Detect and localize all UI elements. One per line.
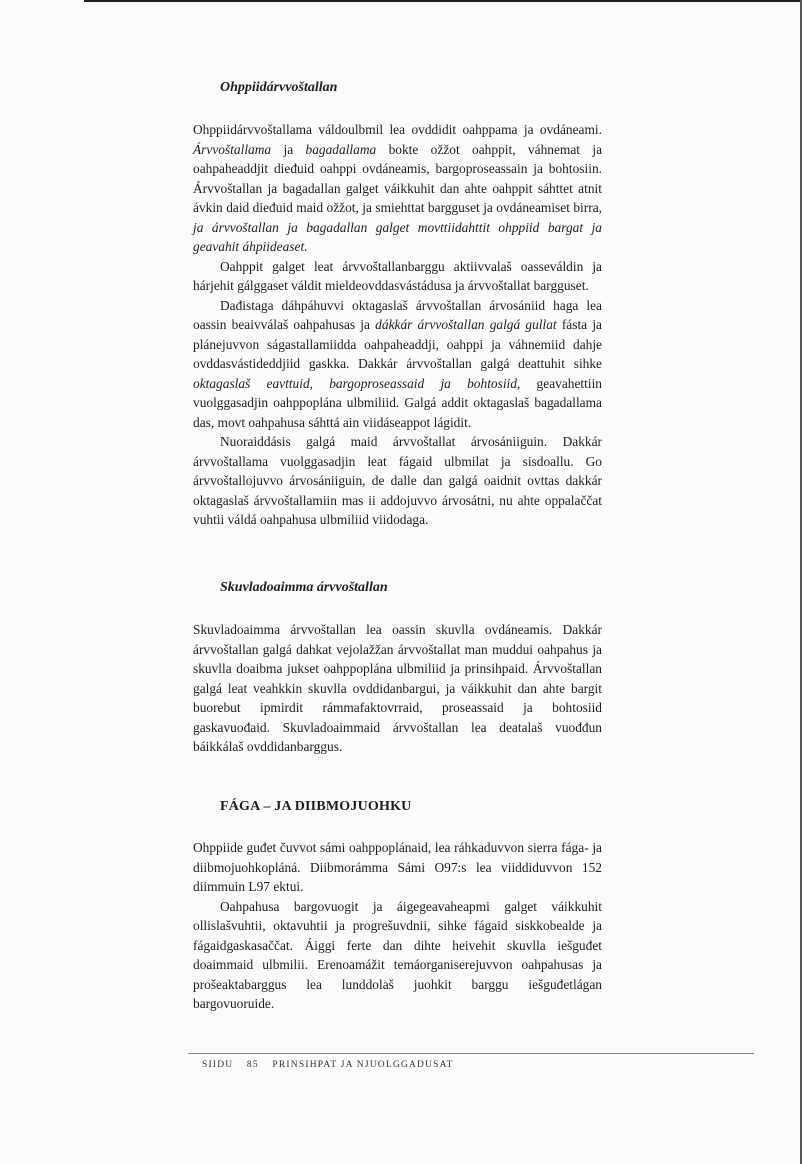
section-skuvladoaimma bbox=[193, 579, 602, 597]
footer-label: SIIDU bbox=[202, 1060, 234, 1070]
paragraph: Oahppit galget leat árvvoštallanbarggu aktiivvalaš oasseváldin ja hárjehit gálggaset váldit mieldeovddasvástádusa ja árvvoštallat bargguset. bbox=[193, 258, 602, 293]
footer-title: PRINSIHPAT JA NJUOLGGADUSAT bbox=[272, 1060, 454, 1070]
paragraph: Dađistaga dáhpáhuvvi oktagaslaš árvvoštallan árvosániid haga lea oassin beaivválaš oahpahusas ja dákkár árvvoštallan galgá gullat fásta ja plánejuvvon ságastallamiidda oahpaheaddji, oahppi ja váhnemiid dahje ovddasvástideddjiid gaskka. Dakkár árvvoštallan galgá deattuhit sihke oktagaslaš eavttuid, bargoproseassaid ja bohtosiid, geavahettiin vuolggasadjin oahppoplána ulbmiliid. Galgá addit oktagaslaš bagadallama das, movt oahpahusa sáhttá ain viidáseappot lágidit. bbox=[193, 297, 602, 430]
page-number: 85 bbox=[246, 1060, 259, 1070]
section-heading: FÁGA – JA DIIBMOJUOHKU bbox=[220, 799, 412, 814]
page-footer bbox=[202, 1060, 464, 1070]
footer-rule bbox=[188, 1053, 754, 1054]
section-heading: Skuvladoaimma árvvoštallan bbox=[220, 580, 388, 595]
section-faga-ja-diibmojuohku bbox=[193, 798, 602, 816]
section1-body bbox=[193, 120, 602, 530]
section-heading: Ohppiidárvvoštallan bbox=[220, 80, 338, 95]
section2-body bbox=[193, 620, 602, 757]
section-ohppiidarvvostallan bbox=[193, 79, 602, 97]
paragraph: Oahpahusa bargovuogit ja áigegeavaheapmi galget váikkuhit ollislašvuhtii, oktavuhtii ja progrešuvdnii, sihke fágaid siskkobealde ja fágaidgaskasaččat. Áiggi ferte dan dihte heivehit skuvlla iešguđet doaimmaid ulbmilii. Erenoamážit temáorganiserejuvvon oahpahusas ja prošeaktabarggus lea lunddolaš juohkit barggu iešguđetlágan bargovuoruide. bbox=[193, 898, 602, 1011]
paragraph: Nuoraiddásis galgá maid árvvoštallat árvosániiguin. Dakkár árvvoštallama vuolggasadjin leat fágaid ulbmilat ja sisdoallu. Go árvvoštallojuvvo árvosániiguin, de dalle dan galgá oaidnit ovttas dakkár oktagaslaš árvvoštallamiin mas ii addojuvvo árvosátni, nu ahte oppalaččat vuhtii váldá oahpahusa ulbmiliid viidodaga. bbox=[193, 434, 602, 527]
top-border-rule bbox=[84, 0, 802, 2]
paragraph: Skuvladoaimma árvvoštallan lea oassin skuvlla ovdáneamis. Dakkár árvvoštallan galgá dahkat vejolažžan árvvoštallat man muddui oahpahus ja skuvlla doaibma jukset oahppoplána ulbmiliid ja prinsihpaid. Árvvoštallan galgá leat veahkkin skuvlla ovddidanbargui, ja váikkuhit dan ahte bargit buorebut ipmirdit rámmafaktovrraid, proseassaid ja bohtosiid gaskavuođaid. Skuvladoaimmaid árvvoštallan lea deatalaš vuođđun báikkálaš ovddidanbarggus. bbox=[193, 622, 602, 754]
section3-body bbox=[193, 838, 602, 1014]
paragraph: Ohppiidárvvoštallama váldoulbmil lea ovddidit oahppama ja ovdáneami. Árvvoštallama ja bagadallama bokte ožžot oahppit, váhnemat ja oahpaheaddjit dieđuid oahppi ovdáneamis, bargoproseassain ja bohtosiin. Árvvoštallan ja bagadallan galget váikkuhit dan ahte oahppit sáhttet atnit ávkin daid dieđuid maid ožžot, ja smiehttat bargguset ja ovdáneamiset birra, ja árvvoštallan ja bagadallan galget movttiidahttit ohppiid bargat ja geavahit áhpiideaset. bbox=[193, 122, 603, 254]
paragraph: Ohppiide guđet čuvvot sámi oahppoplánaid, lea ráhkaduvvon sierra fága- ja diibmojuohkopláná. Diibmorámma Sámi O97:s lea viiddiduvvon 152 diimmuin L97 ektui. bbox=[193, 840, 602, 894]
